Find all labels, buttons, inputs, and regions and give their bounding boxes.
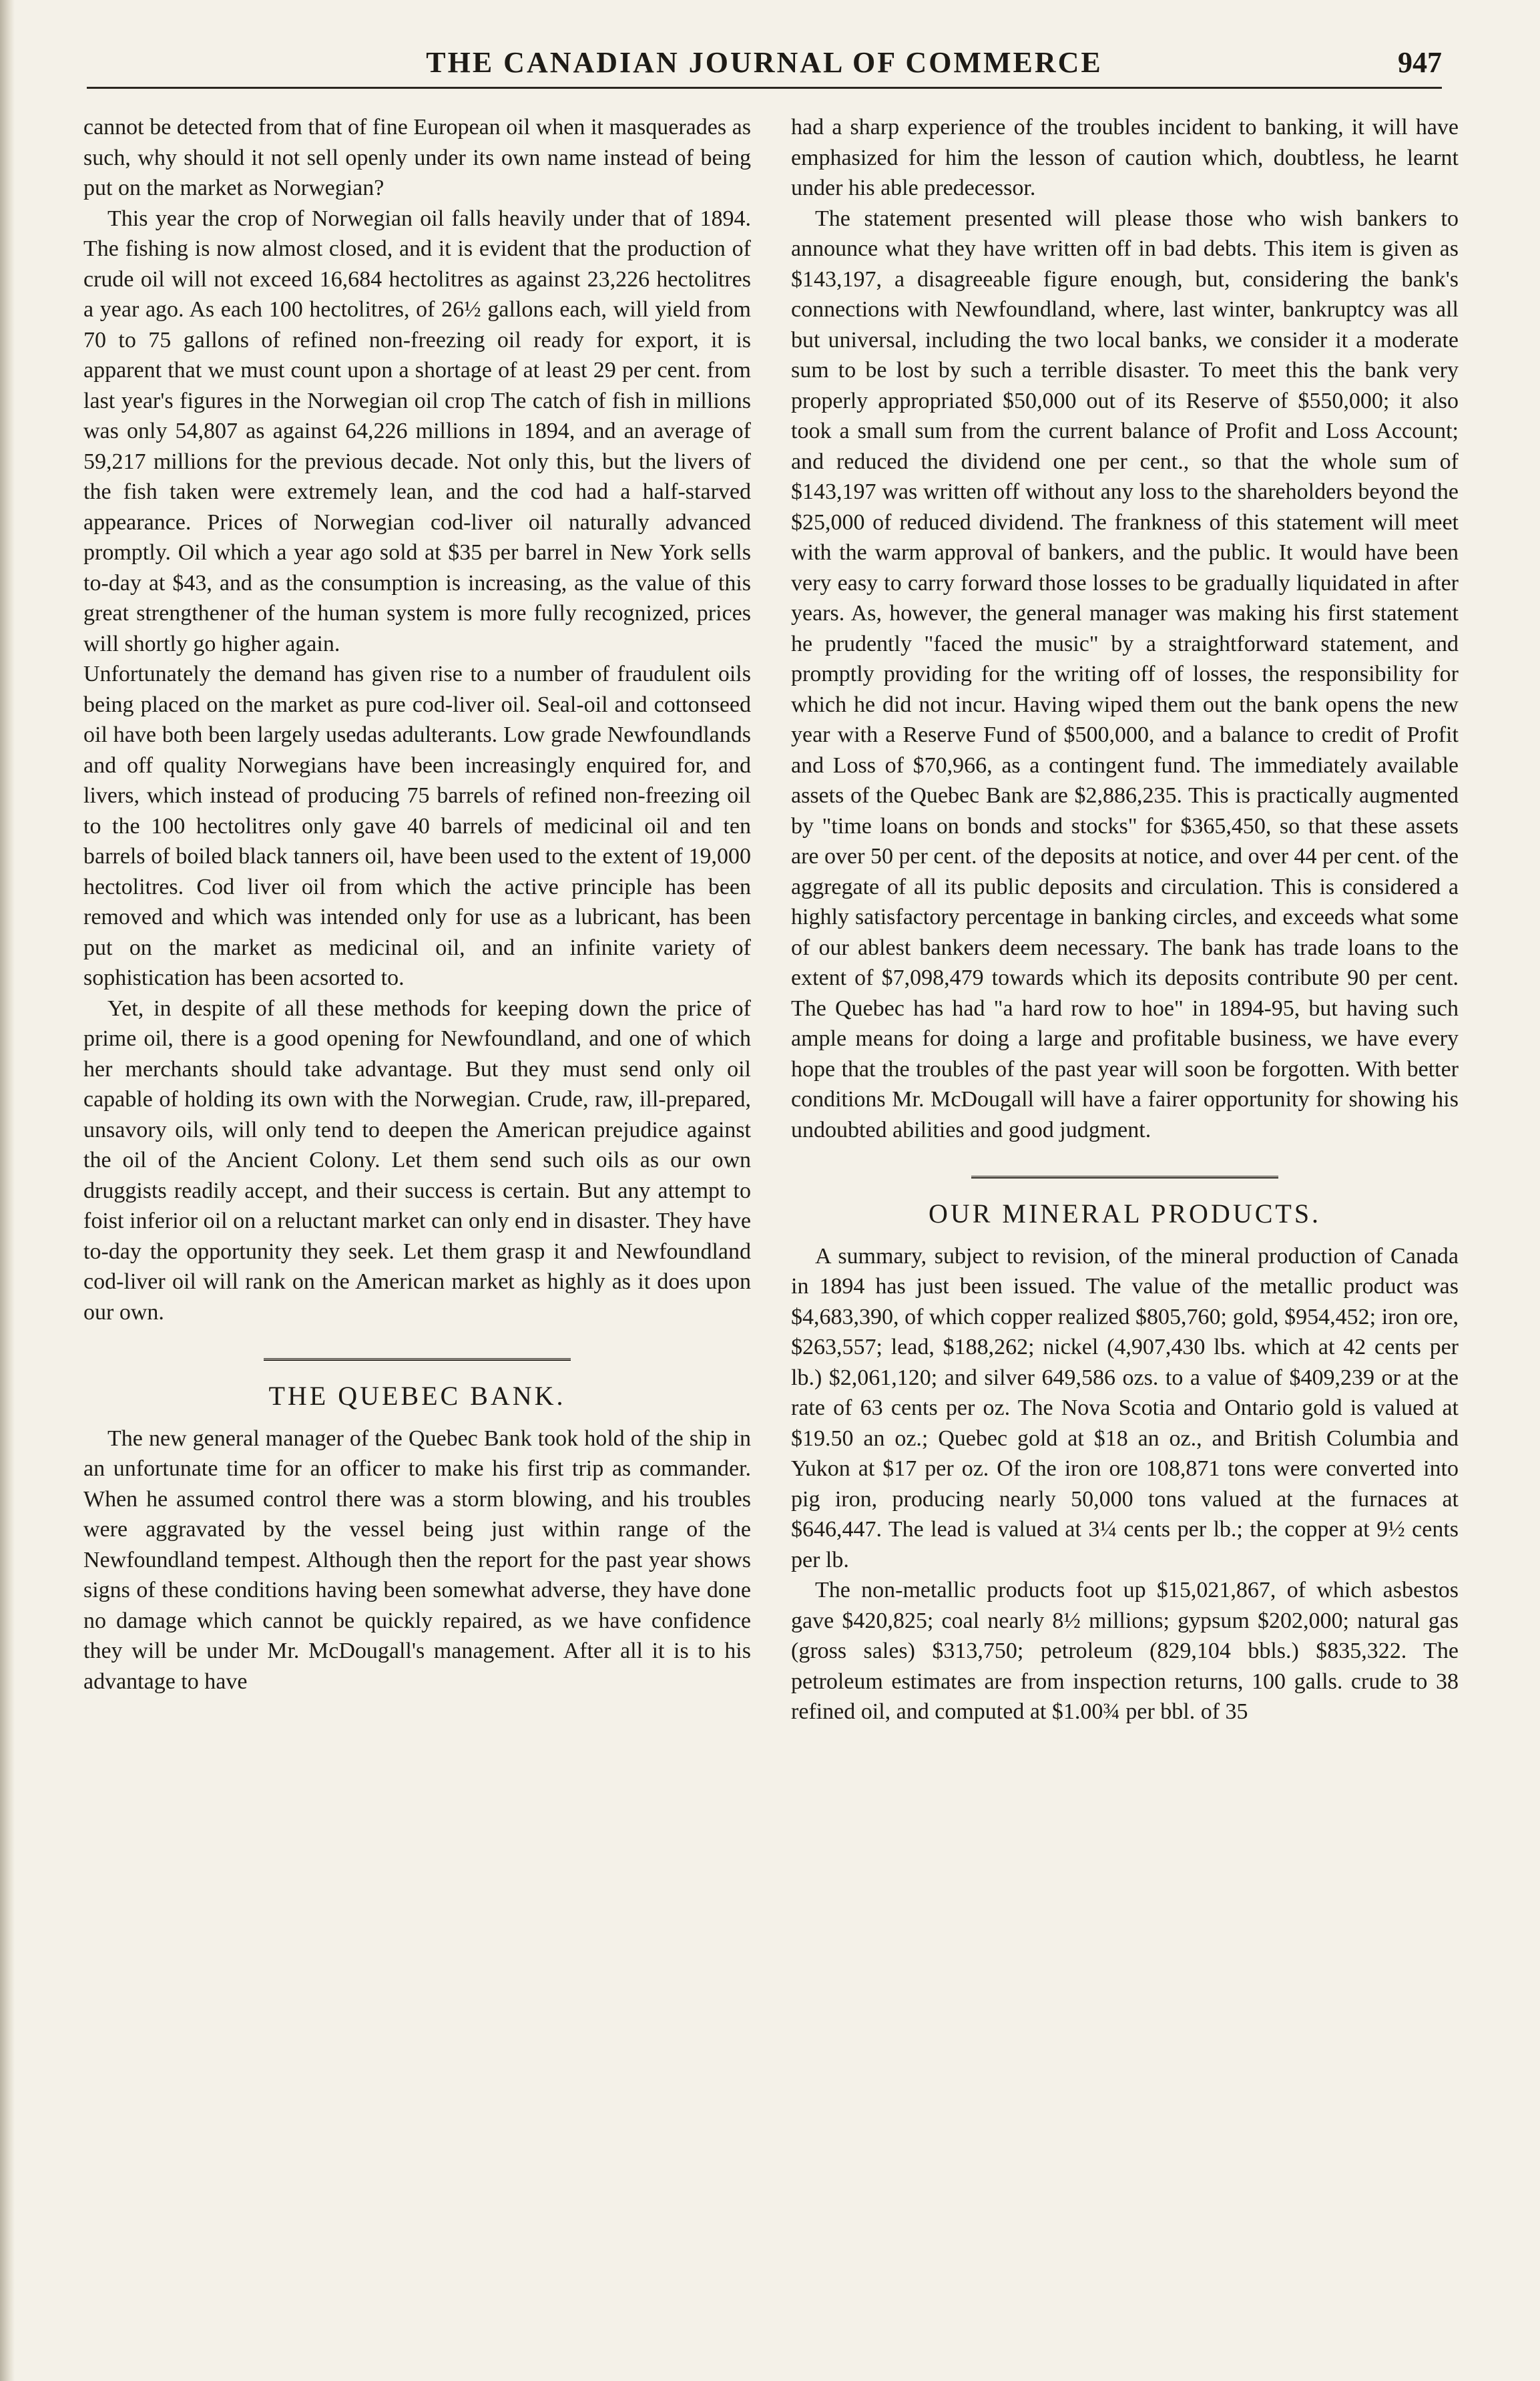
section-heading-mineral-products: OUR MINERAL PRODUCTS. (928, 1199, 1322, 1229)
paragraph: The non-metallic products foot up $15,021,867, of which asbestos gave $420,825; coal nearly 8½ millions; gypsum $202,000; natural gas (gross sales) $313,750; petroleum (829,104 bbls.) $835,322. The petroleum estimates are from inspection returns, 100 galls. crude to 38 refined oil, and computed at $1.00¾ per bbl. of 35 (791, 1578, 1459, 1724)
page-binding-edge (0, 0, 15, 2381)
header-rule (87, 87, 1442, 89)
running-title: THE CANADIAN JOURNAL OF COMMERCE (426, 46, 1103, 79)
paragraph: The statement presented will please those who wish bankers to announce what they have written off in bad debts. This item is given as $143,197, a disagreeable figure enough, but, considering the bank's connections with Newfoundland, where, last winter, bankruptcy was all but universal, including the two local banks, we consider it a moderate sum to be lost by such a terrible disaster. To meet this the bank very properly appropriated $50,000 out of its Reserve of $550,000; it also took a small sum from the current balance of Profit and Loss Account; and reduced the dividend one per cent., so that the whole sum of $143,197 was written off without any loss to the shareholders beyond the $25,000 of reduced dividend. The frankness of this statement will meet with the warm approval of bankers, and the public. It would have been very easy to carry forward those losses to be gradually liquidated in after years. As, however, the general manager was making his first statement he prudently "faced the music" by a straightforward statement, and promptly providing for the writing off of losses, the responsibility for which he did not incur. Having wiped them out the bank opens the new year with a Reserve Fund of $500,000, and a balance to credit of Profit and Loss of $70,966, as a contingent fund. The immediately available assets of the Quebec Bank are $2,886,235. This is practically augmented by "time loans on bonds and stocks" for $365,450, so that these assets are over 50 per cent. of the deposits at notice, and over 44 per cent. of the aggregate of all its public deposits and circulation. This is considered a highly satisfactory percentage in banking circles, and exceeds what some of our ablest bankers deem necessary. The bank has trade loans to the extent of $7,098,479 towards which its deposits contribute 90 per cent. The Quebec has had "a hard row to hoe" in 1894-95, but having such ample means for doing a large and profitable business, we have every hope that the troubles of the past year will soon be forgotten. With better conditions Mr. McDougall will have a fairer opportunity for showing his undoubted abilities and good judgment. (791, 206, 1459, 1142)
paragraph: Yet, in despite of all these methods for keeping down the price of prime oil, there is a good opening for Newfoundland, and one of which her merchants should take advantage. But they must send only oil capable of holding its own with the Norwegian. Crude, raw, ill-prepared, unsavory oils, will only tend to deepen the American prejudice against the oil of the Ancient Colony. Let them send such oils as our own druggists readily accept, and their success is certain. But any attempt to foist inferior oil on a reluctant market can only end in disaster. They have to-day the opportunity they seek. Let them grasp it and Newfoundland cod-liver oil will rank on the American market as highly as it does upon our own. (83, 996, 751, 1325)
section-heading-quebec-bank: THE QUEBEC BANK. (268, 1381, 566, 1411)
paragraph: This year the crop of Norwegian oil falls heavily under that of 1894. The fishing is now almost closed, and it is evident that the production of crude oil will not exceed 16,684 hectolitres as against 23,226 hectolitres a year ago. As each 100 hectolitres, of 26½ gallons each, will yield from 70 to 75 gallons of refined non-freezing oil ready for export, it is apparent that we must count upon a shortage of at least 29 per cent. from last year's figures in the Norwegian oil crop The catch of fish in millions was only 54,807 as against 64,226 millions in 1894, and an average of 59,217 millions for the previous decade. Not only this, but the livers of the fish taken were extremely lean, and the cod had a half-starved appearance. Prices of Norwegian cod-liver oil naturally advanced promptly. Oil which a year ago sold at $35 per barrel in New York sells to-day at $43, and as the consumption is increasing, as the value of this great strengthener of the human system is more fully recognized, prices will shortly go higher again. (83, 206, 751, 656)
page-number: 947 (1398, 46, 1442, 79)
paragraph: had a sharp experience of the troubles incident to banking, it will have emphasized for him the lesson of caution which, doubtless, he learnt under his able predecessor. (791, 115, 1459, 200)
page-header (87, 45, 1442, 92)
section-divider (264, 1358, 571, 1361)
paragraph: The new general manager of the Quebec Bank took hold of the ship in an unfortunate time for an officer to make his first trip as commander. When he assumed control there was a storm blowing, and his troubles were aggravated by the vessel being just within range of the Newfoundland tempest. Although then the report for the past year shows signs of these conditions having been somewhat adverse, they have done no damage which cannot be quickly repaired, as we have confidence they will be under Mr. McDougall's management. After all it is to his advantage to have (83, 1426, 751, 1694)
paragraph: Unfortunately the demand has given rise to a number of fraudulent oils being placed on the market as pure cod-liver oil. Seal-oil and cottonseed oil have both been largely usedas adulterants. Low grade Newfoundlands and off quality Norwegians have been increasingly enquired for, and livers, which instead of producing 75 barrels of refined non-freezing oil to the 100 hectolitres only gave 40 barrels of medicinal oil and ten barrels of boiled black tanners oil, have been used to the extent of 19,000 hectolitres. Cod liver oil from which the active principle has been removed and which was intended only for use as a lubricant, has been put on the market as medicinal oil, and an infinite variety of sophistication has been acsorted to. (83, 662, 751, 990)
paragraph: cannot be detected from that of fine European oil when it masquerades as such, why should it not sell openly under its own name instead of being put on the market as Norwegian? (83, 115, 751, 200)
section-divider (971, 1176, 1278, 1178)
left-column (83, 112, 751, 1697)
paragraph: A summary, subject to revision, of the mineral production of Canada in 1894 has just been issued. The value of the metallic product was $4,683,390, of which copper realized $805,760; gold, $954,452; iron ore, $263,557; lead, $188,262; nickel (4,907,430 lbs. which at 42 cents per lb.) $2,061,120; and silver 649,586 ozs. to a value of $409,239 or at the rate of 63 cents per oz. The Nova Scotia and Ontario gold is valued at $19.50 an oz.; Quebec gold at $18 an oz., and British Columbia and Yukon at $17 per oz. Of the iron ore 108,871 tons were converted into pig iron, producing nearly 50,000 tons valued at the furnaces at $646,447. The lead is valued at 3¼ cents per lb.; the copper at 9½ cents per lb. (791, 1243, 1459, 1572)
right-column (791, 112, 1459, 1727)
